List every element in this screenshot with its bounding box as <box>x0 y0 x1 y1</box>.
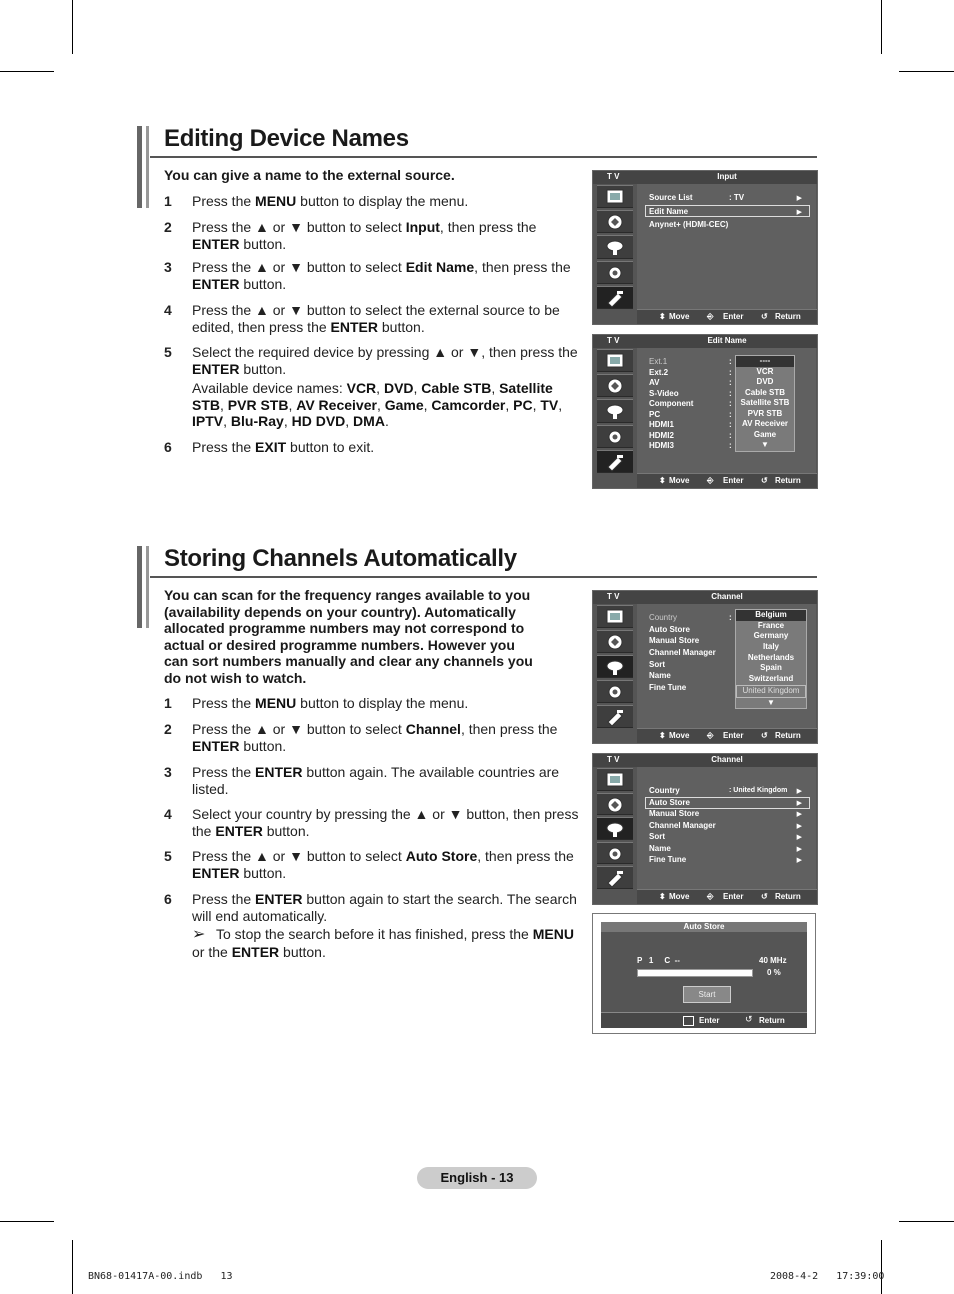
device-option: Satellite STB <box>740 398 790 407</box>
keyword: ENTER <box>255 891 303 907</box>
input-icon-glyph <box>605 453 625 473</box>
step-text: button. <box>262 822 310 839</box>
step-item <box>164 891 584 960</box>
device-source-label: HDMI3 <box>649 441 674 450</box>
keyword: ENTER <box>192 235 240 252</box>
device-name-list <box>735 355 795 452</box>
channel-menu-label: Sort <box>649 659 665 669</box>
page-number: English - 13 <box>417 1167 537 1189</box>
picture-icon-glyph <box>605 188 625 208</box>
menu-item-label: Source List <box>649 193 693 202</box>
separator: , <box>223 413 231 429</box>
menu-item-label: Country <box>649 786 680 795</box>
enter-hint: Enter <box>699 1016 720 1025</box>
enter-hint: Enter <box>723 892 744 901</box>
device-name: Camcorder <box>431 396 506 413</box>
step-text: button. <box>279 943 326 960</box>
device-source-label: Ext.2 <box>649 367 669 377</box>
picture-icon <box>597 349 633 372</box>
keyword: Input <box>405 219 440 235</box>
step-item <box>164 439 584 456</box>
menu-item-label: Channel Manager <box>649 820 716 830</box>
keyword: MENU <box>255 695 297 711</box>
channel-icon-glyph <box>605 402 625 422</box>
chevron-right-icon: ▶ <box>796 195 802 202</box>
menu-title: Edit Name <box>707 336 747 345</box>
menu-title: Channel <box>711 755 743 764</box>
tv-menu-channel-country <box>592 590 818 744</box>
country-option: Netherlands <box>747 652 795 662</box>
step-number: 6 <box>164 439 172 455</box>
picture-icon-glyph <box>605 608 625 628</box>
tv-label: T V <box>607 592 620 601</box>
note-arrow-icon: ➢ <box>192 926 206 943</box>
programme-readout: P 1 C -- <box>637 956 680 965</box>
country-option: Germany <box>753 631 789 641</box>
separator: , <box>376 380 384 396</box>
step-text: or the <box>192 943 232 960</box>
device-name: PVR STB <box>227 396 289 413</box>
step-text: , then press the <box>460 721 558 737</box>
available-devices <box>192 380 584 430</box>
chevron-down-icon: ▼ <box>767 697 775 707</box>
sound-icon-glyph <box>605 633 625 653</box>
channel-menu-label: Fine Tune <box>649 683 687 692</box>
channel-icon <box>597 235 633 258</box>
step-text: Select the required device by pressing ▲ or ▼, then press the <box>192 344 578 360</box>
channel-menu-label: Auto Store <box>649 624 690 634</box>
country-option: Spain <box>760 663 782 673</box>
menu-title: Input <box>717 172 737 181</box>
crop-mark <box>881 0 882 54</box>
setup-icon <box>597 842 633 865</box>
progress-bar <box>637 969 753 977</box>
crop-mark <box>881 1240 882 1294</box>
step-text <box>192 695 584 712</box>
step-number: 3 <box>164 259 172 275</box>
separator: , <box>345 413 354 429</box>
tv-menu-input <box>592 170 818 325</box>
step-item <box>164 764 584 797</box>
keyword: Auto Store <box>405 848 478 864</box>
device-name: AV Receiver <box>296 396 377 413</box>
device-name: TV <box>540 396 559 413</box>
return-hint: Return <box>759 1016 785 1025</box>
return-hint: Return <box>775 731 801 740</box>
picture-icon-glyph <box>605 771 625 791</box>
separator: , <box>558 396 563 413</box>
section-bar <box>146 546 149 628</box>
separator: , <box>505 396 514 413</box>
colon: : <box>729 441 732 450</box>
sound-icon <box>597 210 633 233</box>
setup-icon <box>597 425 633 448</box>
start-button[interactable]: Start <box>683 986 731 1003</box>
keyword: ENTER <box>192 360 240 377</box>
step-text: Press the <box>192 695 256 711</box>
input-icon <box>597 450 633 473</box>
section-bar <box>137 546 142 628</box>
colon: : <box>729 378 732 387</box>
step-number: 4 <box>164 302 172 318</box>
country-list <box>735 609 807 709</box>
move-icon: ⬍ <box>659 731 666 740</box>
return-hint: Return <box>775 892 801 901</box>
device-name: DMA <box>353 413 385 429</box>
keyword: MENU <box>255 193 297 209</box>
device-source-label: S-Video <box>649 388 679 398</box>
device-name: VCR <box>346 380 377 396</box>
section-rule <box>150 576 817 578</box>
step-text: button. <box>378 318 425 335</box>
crop-mark <box>899 1221 954 1222</box>
device-name: IPTV <box>192 413 224 429</box>
step-text <box>192 219 584 252</box>
picture-icon <box>597 605 633 628</box>
keyword: ENTER <box>231 943 280 960</box>
crop-mark <box>72 1240 73 1294</box>
step-text <box>192 891 584 924</box>
enter-icon: ⎆ <box>707 892 714 901</box>
enter-icon <box>683 1016 694 1026</box>
return-icon: ↺ <box>745 1014 753 1024</box>
enter-icon: ⎆ <box>707 731 714 740</box>
step-text: Select your country by pressing the ▲ or ▼ button, then press the <box>192 806 579 839</box>
country-option: Italy <box>762 642 779 652</box>
return-hint: Return <box>775 312 801 321</box>
step-number: 5 <box>164 344 172 360</box>
menu-item-label: Name <box>649 843 671 853</box>
device-source-label: PC <box>649 409 661 419</box>
dialog-title: Auto Store <box>601 922 807 932</box>
step-text: Press the <box>192 193 256 209</box>
step-text: , then press the <box>474 259 571 275</box>
device-option: DVD <box>756 377 774 386</box>
separator: , <box>220 396 228 413</box>
input-icon-glyph <box>605 869 625 889</box>
step-item <box>164 219 584 252</box>
device-source-label: Ext.1 <box>649 357 668 366</box>
picture-icon <box>597 768 633 791</box>
separator: , <box>283 413 292 429</box>
move-icon: ⬍ <box>659 312 666 321</box>
channel-icon-glyph <box>605 238 625 258</box>
move-hint: Move <box>669 731 690 740</box>
step-text <box>192 344 584 377</box>
colon: : <box>729 357 732 366</box>
step-text: button. <box>239 737 287 754</box>
enter-hint: Enter <box>723 476 744 485</box>
setup-icon <box>597 261 633 284</box>
colon: : <box>729 420 732 429</box>
country-option: Belgium <box>736 610 806 621</box>
move-hint: Move <box>669 476 690 485</box>
move-icon: ⬍ <box>659 476 666 485</box>
device-option: PVR STB <box>747 408 783 418</box>
step-item <box>164 259 584 292</box>
enter-icon: ⎆ <box>707 312 714 321</box>
device-option: VCR <box>756 366 774 376</box>
colon: : <box>729 367 732 377</box>
return-icon: ↺ <box>761 476 768 485</box>
device-option: ---- <box>736 356 794 367</box>
channel-icon-glyph <box>605 820 625 840</box>
menu-item-label: Fine Tune <box>649 855 687 864</box>
chevron-right-icon: ▶ <box>796 857 802 864</box>
tv-menu-edit-name <box>592 334 818 489</box>
input-icon <box>597 286 633 309</box>
section-bar <box>146 126 149 208</box>
step-text: , then press the <box>477 848 574 864</box>
step-text: button again to start the search. The search will end automatically. <box>192 891 577 924</box>
section-bar <box>137 126 142 208</box>
step-text: button to exit. <box>286 439 375 455</box>
device-source-label: HDMI1 <box>649 420 674 429</box>
input-icon <box>597 866 633 889</box>
step-item <box>164 193 584 210</box>
step-text: , then press the <box>439 219 537 235</box>
separator: , <box>491 380 500 396</box>
step-text: Press the <box>192 891 256 907</box>
tv-menu-channel <box>592 753 818 905</box>
step-text <box>192 193 584 210</box>
colon: : <box>729 613 732 622</box>
keyword: ENTER <box>255 764 303 780</box>
enter-icon: ⎆ <box>707 476 714 485</box>
sound-icon-glyph <box>605 213 625 233</box>
separator: , <box>376 396 385 413</box>
sound-icon <box>597 793 633 816</box>
separator: , <box>423 396 432 413</box>
step-item <box>164 721 584 754</box>
print-slug-file: BN68-01417A-00.indb 13 <box>88 1271 233 1282</box>
step-item <box>164 806 584 839</box>
country-option: France <box>757 620 785 630</box>
step-item <box>164 344 584 430</box>
chevron-right-icon: ▶ <box>796 845 802 853</box>
step-number: 3 <box>164 764 172 780</box>
step-number: 2 <box>164 721 172 737</box>
frequency-readout: 40 MHz <box>759 956 787 965</box>
step-number: 6 <box>164 891 172 907</box>
sound-icon-glyph <box>605 377 625 397</box>
step-text: button to display the menu. <box>296 695 469 711</box>
step-text <box>192 764 584 797</box>
chevron-right-icon: ▶ <box>796 811 802 818</box>
device-option: Game <box>753 429 777 439</box>
return-icon: ↺ <box>761 892 768 901</box>
menu-item-label: Auto Store <box>649 797 690 807</box>
step-number: 1 <box>164 695 172 711</box>
device-name: Cable STB <box>421 380 492 396</box>
step-item <box>164 302 584 335</box>
step-item <box>164 848 584 881</box>
step-text <box>192 439 584 456</box>
menu-title: Channel <box>711 592 743 601</box>
setup-icon-glyph <box>605 845 625 865</box>
crop-mark <box>72 0 73 54</box>
step-text: Press the ▲ or ▼ button to select the external source to be edited, then press the <box>192 302 560 335</box>
channel-icon-glyph <box>605 658 625 678</box>
step-text: Press the ▲ or ▼ button to select <box>192 721 406 737</box>
step-text: button. <box>239 275 287 292</box>
section-title: Storing Channels Automatically <box>164 545 517 572</box>
move-icon: ⬍ <box>659 892 666 901</box>
percent-readout: 0 % <box>767 968 781 977</box>
menu-item-value: : United Kingdom <box>729 787 788 794</box>
device-name: Blu-Ray <box>230 413 284 429</box>
device-source-label: Component <box>649 399 694 408</box>
device-source-label: AV <box>649 378 660 387</box>
keyword: ENTER <box>192 864 240 881</box>
step-note <box>192 926 584 960</box>
channel-icon <box>597 817 633 840</box>
setup-icon-glyph <box>605 264 625 284</box>
crop-mark <box>0 71 54 72</box>
separator: , <box>413 380 422 396</box>
step-number: 4 <box>164 806 172 822</box>
step-text: To stop the search before it has finished, press the <box>216 926 533 942</box>
setup-icon <box>597 680 633 703</box>
device-name: PC <box>513 396 533 413</box>
chevron-down-icon: ▼ <box>761 440 769 449</box>
step-text <box>192 848 584 881</box>
picture-icon <box>597 185 633 208</box>
enter-hint: Enter <box>723 312 744 321</box>
chevron-right-icon: ▶ <box>796 208 802 216</box>
section-intro: You can give a name to the external source. <box>164 167 455 183</box>
step-text: Press the ▲ or ▼ button to select <box>192 259 406 275</box>
setup-icon-glyph <box>605 683 625 703</box>
crop-mark <box>899 71 954 72</box>
colon: : <box>729 388 732 398</box>
step-text: Press the <box>192 439 256 455</box>
sound-icon-glyph <box>605 796 625 816</box>
device-option: Cable STB <box>744 387 785 397</box>
channel-menu-label: Name <box>649 671 671 680</box>
separator: . <box>384 413 389 429</box>
keyword: MENU <box>532 926 574 942</box>
colon: : <box>729 430 732 440</box>
menu-item-label: Sort <box>649 832 665 841</box>
keyword: ENTER <box>215 822 263 839</box>
input-icon-glyph <box>605 708 625 728</box>
menu-item-label: Edit Name <box>649 206 689 216</box>
menu-item-label: Manual Store <box>649 809 700 818</box>
country-option: United Kingdom <box>736 685 806 698</box>
input-icon <box>597 705 633 728</box>
chevron-right-icon: ▶ <box>796 834 802 841</box>
device-name: Game <box>384 396 424 413</box>
sound-icon <box>597 630 633 653</box>
sound-icon <box>597 374 633 397</box>
menu-item-label: Anynet+ (HDMI-CEC) <box>649 220 729 229</box>
device-name: HD DVD <box>291 413 346 429</box>
return-hint: Return <box>775 476 801 485</box>
step-text: Press the ▲ or ▼ button to select <box>192 848 406 864</box>
available-label: Available device names: <box>192 380 347 396</box>
keyword: ENTER <box>192 275 240 292</box>
input-icon-glyph <box>605 289 625 309</box>
section-intro: You can scan for the frequency ranges available to you (availability depends on your country). Automatically allocated programme numbers may not correspond to actual or desired programme numbers. However you can sort numbers manually and clear any channels you do not wish to watch. <box>164 587 533 686</box>
step-number: 5 <box>164 848 172 864</box>
tv-label: T V <box>607 172 620 181</box>
step-number: 1 <box>164 193 172 209</box>
menu-item-value: : TV <box>729 193 745 202</box>
crop-mark <box>0 1221 54 1222</box>
step-item <box>164 695 584 712</box>
step-text: button. <box>239 235 287 252</box>
return-icon: ↺ <box>761 731 768 740</box>
move-hint: Move <box>669 312 690 321</box>
device-name: DVD <box>383 380 414 396</box>
keyword: Edit Name <box>405 259 475 275</box>
picture-icon-glyph <box>605 352 625 372</box>
step-text <box>192 259 584 292</box>
tv-label: T V <box>607 755 620 764</box>
channel-menu-label: Channel Manager <box>649 648 716 657</box>
keyword: ENTER <box>192 737 240 754</box>
device-source-label: HDMI2 <box>649 430 674 440</box>
step-text: button. <box>239 360 287 377</box>
setup-icon-glyph <box>605 428 625 448</box>
move-hint: Move <box>669 892 690 901</box>
step-text <box>192 721 584 754</box>
step-text <box>192 302 584 335</box>
device-option: AV Receiver <box>741 419 789 428</box>
channel-icon <box>597 399 633 422</box>
chevron-right-icon: ▶ <box>796 799 802 807</box>
section-rule <box>150 156 817 158</box>
colon: : <box>729 399 732 408</box>
keyword: Channel <box>405 721 461 737</box>
step-text: button again. The available countries are listed. <box>192 764 560 797</box>
colon: : <box>729 409 732 419</box>
step-text: button to display the menu. <box>296 193 469 209</box>
step-text: button. <box>239 864 287 881</box>
channel-menu-label: Country <box>649 613 678 622</box>
keyword: EXIT <box>255 439 287 455</box>
step-text: Press the <box>192 764 256 780</box>
step-text <box>192 806 584 839</box>
tv-auto-store-dialog <box>592 913 816 1034</box>
chevron-right-icon: ▶ <box>796 822 802 830</box>
print-slug-date: 2008-4-2 17:39:00 <box>770 1271 885 1282</box>
separator: , <box>288 396 297 413</box>
section-title: Editing Device Names <box>164 125 409 152</box>
chevron-right-icon: ▶ <box>796 788 802 795</box>
separator: , <box>532 396 541 413</box>
channel-icon <box>597 655 633 678</box>
step-number: 2 <box>164 219 172 235</box>
return-icon: ↺ <box>761 312 768 321</box>
keyword: ENTER <box>330 318 378 335</box>
device-name: Satellite STB <box>192 380 553 413</box>
country-option: Switzerland <box>748 674 794 684</box>
channel-menu-label: Manual Store <box>649 636 700 645</box>
step-text: Press the ▲ or ▼ button to select <box>192 219 406 235</box>
enter-hint: Enter <box>723 731 744 740</box>
tv-label: T V <box>607 336 620 345</box>
